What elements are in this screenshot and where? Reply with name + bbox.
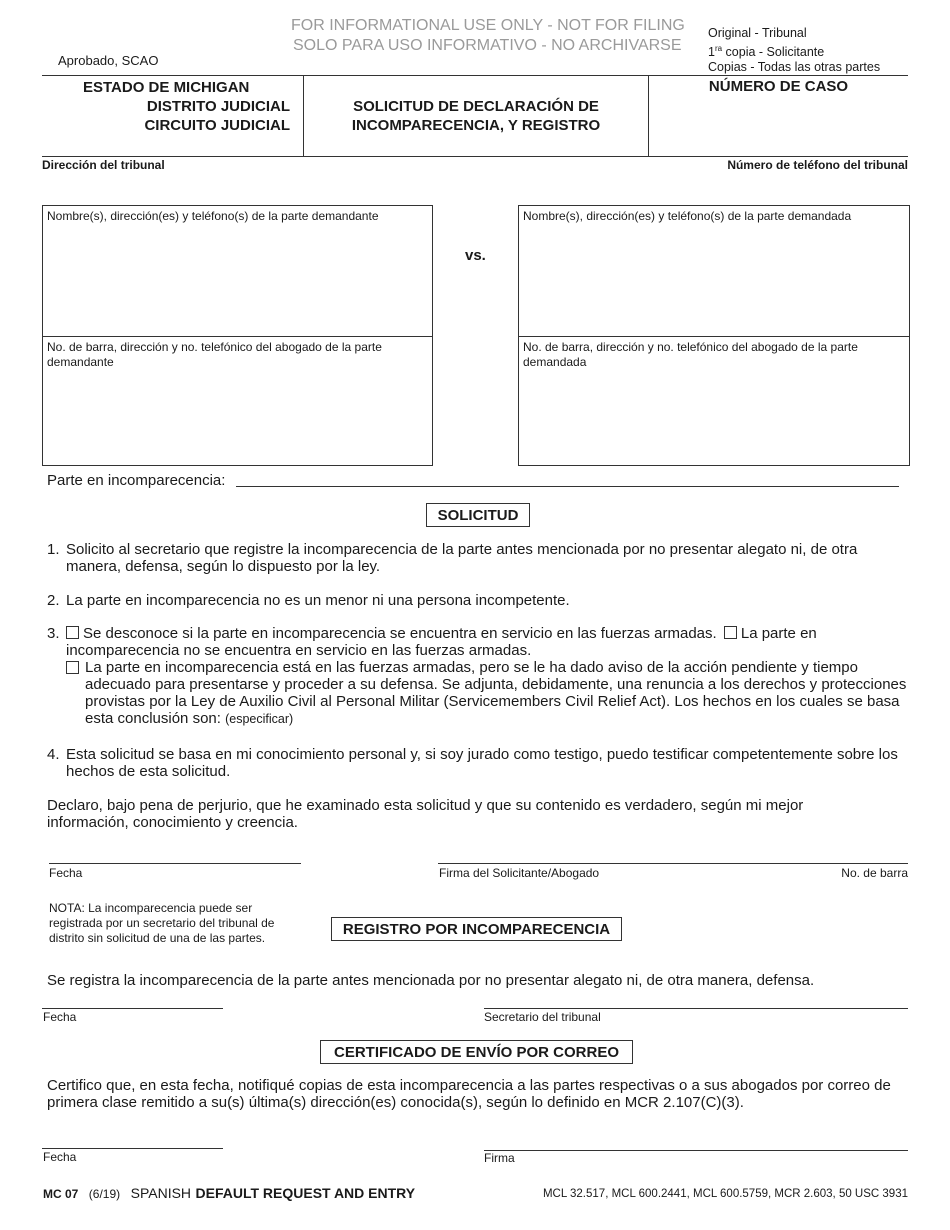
case-number-field[interactable] xyxy=(652,98,904,152)
request-heading: SOLICITUD xyxy=(426,503,530,527)
bar-number-label: No. de barra xyxy=(841,866,908,880)
plaintiff-label: Nombre(s), dirección(es) y teléfono(s) de la parte demandante xyxy=(47,209,379,223)
mailing-heading: CERTIFICADO DE ENVÍO POR CORREO xyxy=(320,1040,633,1064)
form-revision: (6/19) xyxy=(88,1187,121,1201)
entry-text: Se registra la incomparecencia de la parte antes mencionada por no presentar alegato ni, de otra manera, defensa. xyxy=(47,972,815,989)
entry-note: NOTA: La incomparecencia puede ser registrada por un secretario del tribunal de distrito sin solicitud de una de las partes. xyxy=(49,901,275,945)
entry-date-line[interactable] xyxy=(42,1008,223,1009)
copy-first: $1^{ra}$ copia - Solicitante xyxy=(708,44,825,60)
form-id: MC 07 xyxy=(43,1187,79,1201)
military-not-serving-checkbox[interactable] xyxy=(724,626,737,639)
clerk-signature-line[interactable] xyxy=(484,1008,908,1009)
form-title: SOLICITUD DE DECLARACIÓN DE INCOMPARECENCIA, Y REGISTRO xyxy=(351,98,601,134)
court-address-label: Dirección del tribunal xyxy=(42,158,165,172)
copy-distribution xyxy=(708,26,880,75)
header-top-rule xyxy=(42,75,908,76)
mailing-date-line[interactable] xyxy=(42,1148,223,1149)
entry-date-label: Fecha xyxy=(43,1010,77,1024)
plaintiff-attorney-label: No. de barra, dirección y no. telefónico del abogado de la parte demandante xyxy=(47,340,382,369)
clerk-label: Secretario del tribunal xyxy=(484,1010,601,1024)
perjury-declaration: Declaro, bajo pena de perjurio, que he examinado esta solicitud y que su contenido es verdadero, según mi mejor información, conocimiento y creencia. xyxy=(47,797,804,831)
defendant-box[interactable] xyxy=(518,205,910,337)
copy-others: Copias - Todas las otras partes xyxy=(708,60,881,75)
specify-label: (especificar) xyxy=(225,712,294,726)
plaintiff-attorney-box[interactable] xyxy=(42,336,433,466)
court-address-field[interactable] xyxy=(42,174,908,200)
defendant-attorney-box[interactable] xyxy=(518,336,910,466)
versus-label: vs. xyxy=(465,247,486,264)
military-unknown-text: Se desconoce si la parte en incomparecencia se encuentra en servicio en las fuerzas armadas. xyxy=(83,625,717,642)
request-signature-line[interactable] xyxy=(438,863,908,864)
header-bottom-rule xyxy=(42,156,908,157)
request-signature-label: Firma del Solicitante/Abogado xyxy=(439,866,600,880)
entry-heading: REGISTRO POR INCOMPARECENCIA xyxy=(331,917,622,941)
mailing-signature-line[interactable] xyxy=(484,1150,908,1151)
military-serving-checkbox[interactable] xyxy=(66,661,79,674)
military-unknown-checkbox[interactable] xyxy=(66,626,79,639)
defendant-label: Nombre(s), dirección(es) y teléfono(s) de la parte demandada xyxy=(523,209,852,223)
mailing-date-label: Fecha xyxy=(43,1150,77,1164)
footer-form-info xyxy=(43,1185,415,1203)
footer-citations: MCL 32.517, MCL 600.2441, MCL 600.5759, MCR 2.603, 50 USC 3931 xyxy=(542,1188,908,1200)
court-phone-label: Número de teléfono del tribunal xyxy=(727,158,908,172)
approved-label: Aprobado, SCAO xyxy=(58,53,159,68)
defendant-attorney-label: No. de barra, dirección y no. telefónico del abogado de la parte demandada xyxy=(523,340,858,369)
case-number-label: NÚMERO DE CASO xyxy=(708,78,849,95)
form-english-title: DEFAULT REQUEST AND ENTRY xyxy=(195,1185,416,1201)
watermark-line-2: SOLO PARA USO INFORMATIVO - NO ARCHIVARSE xyxy=(293,37,682,54)
military-serving-text: La parte en incomparecencia está en las fuerzas armadas, pero se le ha dado aviso de la acción pendiente y tiempo adecuado para presentarse y proceder a su defensa. Se adjunta, debidamente, una renuncia a los derechos y protecciones provistas por la Ley de Auxilio Civil al Personal Militar (Servicemembers Civil Relief Act). Los hechos en los cuales se basa esta conclusión son: xyxy=(85,659,907,727)
state-label: ESTADO DE MICHIGAN xyxy=(83,79,250,96)
copy-original: Original - Tribunal xyxy=(708,26,807,40)
circuit-label: CIRCUITO JUDICIAL xyxy=(144,117,290,134)
district-label: DISTRITO JUDICIAL xyxy=(146,98,290,115)
watermark-line-1: FOR INFORMATIONAL USE ONLY - NOT FOR FILING xyxy=(291,17,685,34)
military-not-serving-text: La parte en incomparecencia no se encuentra en servicio en las fuerzas armadas. xyxy=(66,625,817,659)
plaintiff-box[interactable] xyxy=(42,205,433,337)
mailing-signature-label: Firma xyxy=(484,1151,515,1165)
defaulted-party-field[interactable] xyxy=(236,486,899,487)
spanish-label: SPANISH xyxy=(130,1185,192,1201)
request-date-label: Fecha xyxy=(49,866,83,880)
court-jurisdiction xyxy=(42,78,290,135)
defaulted-party-label: Parte en incomparecencia: xyxy=(47,472,226,489)
mailing-text: Certifico que, en esta fecha, notifiqué copias de esta incomparecencia a las partes respectivas o a sus abogados por correo de primera clase remitido a su(s) última(s) dirección(es) conocida(s), según lo definido en MCR 2.107(C)(3). xyxy=(47,1077,891,1111)
request-date-line[interactable] xyxy=(49,863,301,864)
